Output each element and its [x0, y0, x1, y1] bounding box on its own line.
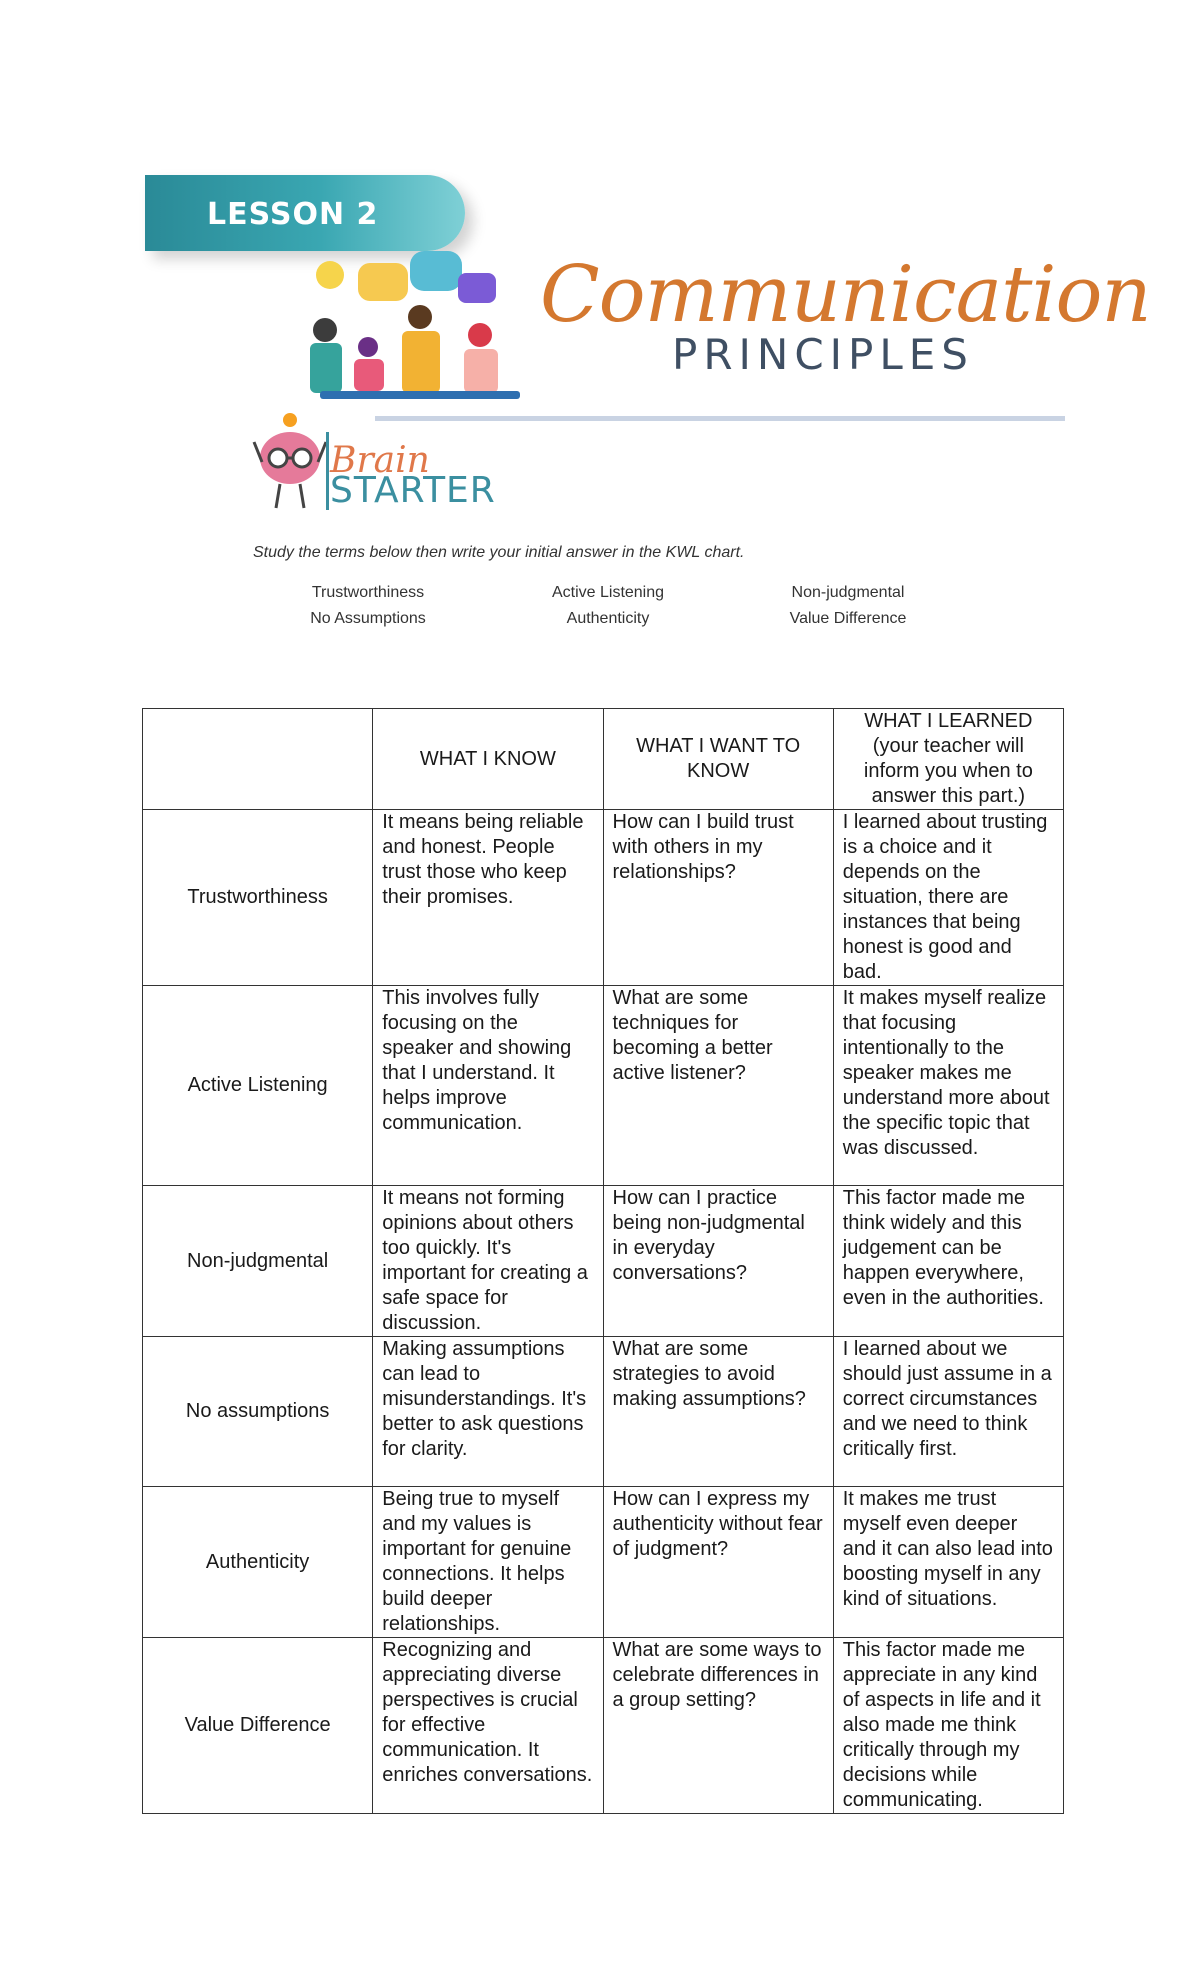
- learned-cell: I learned about we should just assume in a correct circumstances and we need to think critically first.: [833, 1337, 1063, 1487]
- table-header-row: [143, 709, 1064, 810]
- header-cell-empty: [143, 709, 373, 810]
- table-row: [143, 1638, 1064, 1814]
- people-communicating-illustration: [290, 245, 550, 405]
- term-item: Non-judgmental: [791, 584, 905, 601]
- want-cell: What are some techniques for becoming a better active listener?: [603, 986, 833, 1186]
- table-row: [143, 810, 1064, 986]
- know-cell: Being true to myself and my values is important for genuine connections. It helps build deeper relationships.: [373, 1487, 603, 1638]
- term-item: Value Difference: [789, 610, 907, 627]
- want-cell: How can I build trust with others in my relationships?: [603, 810, 833, 986]
- know-cell: Recognizing and appreciating diverse perspectives is crucial for effective communication. It enriches conversations.: [373, 1638, 603, 1814]
- term-cell: Non-judgmental: [143, 1186, 373, 1337]
- title-principles: PRINCIPLES: [672, 330, 974, 379]
- brand-starter: STARTER: [330, 470, 496, 511]
- term-cell: Trustworthiness: [143, 810, 373, 986]
- term-item: Trustworthiness: [311, 584, 425, 601]
- term-item: Authenticity: [566, 610, 650, 627]
- brand-divider: [326, 432, 329, 510]
- table-row: [143, 1487, 1064, 1638]
- term-cell: Value Difference: [143, 1638, 373, 1814]
- want-cell: How can I express my authenticity without fear of judgment?: [603, 1487, 833, 1638]
- term-cell: Active Listening: [143, 986, 373, 1186]
- learned-cell: This factor made me appreciate in any kind of aspects in life and it also made me think critically through my decisions while communicating.: [833, 1638, 1063, 1814]
- table-row: [143, 986, 1064, 1186]
- learned-cell: I learned about trusting is a choice and it depends on the situation, there are instances that being honest is good and bad.: [833, 810, 1063, 986]
- title-divider: [375, 416, 1065, 421]
- header-cell-want: WHAT I WANT TO KNOW: [603, 709, 833, 810]
- know-cell: Making assumptions can lead to misunderstandings. It's better to ask questions for clarity.: [373, 1337, 603, 1487]
- brain-mascot-icon: [252, 412, 332, 512]
- kwl-chart: [142, 708, 1064, 1814]
- lesson-label: LESSON 2: [207, 197, 379, 232]
- want-cell: What are some strategies to avoid making assumptions?: [603, 1337, 833, 1487]
- learned-cell: This factor made me think widely and this judgement can be happen everywhere, even in the authorities.: [833, 1186, 1063, 1337]
- instruction-text: Study the terms below then write your initial answer in the KWL chart.: [253, 544, 745, 561]
- term-cell: Authenticity: [143, 1487, 373, 1638]
- header-cell-know: WHAT I KNOW: [373, 709, 603, 810]
- know-cell: It means being reliable and honest. People trust those who keep their promises.: [373, 810, 603, 986]
- lesson-banner: [145, 175, 465, 251]
- know-cell: This involves fully focusing on the speaker and showing that I understand. It helps improve communication.: [373, 986, 603, 1186]
- term-cell: No assumptions: [143, 1337, 373, 1487]
- header-cell-learned: WHAT I LEARNED (your teacher will inform you when to answer this part.): [833, 709, 1063, 810]
- title-script: Communication: [540, 250, 1151, 340]
- want-cell: What are some ways to celebrate differences in a group setting?: [603, 1638, 833, 1814]
- learned-cell: It makes me trust myself even deeper and it can also lead into boosting myself in any kind of situations.: [833, 1487, 1063, 1638]
- term-item: Active Listening: [551, 584, 665, 601]
- know-cell: It means not forming opinions about others too quickly. It's important for creating a safe space for discussion.: [373, 1186, 603, 1337]
- term-item: No Assumptions: [310, 610, 426, 627]
- table-row: [143, 1337, 1064, 1487]
- want-cell: How can I practice being non-judgmental in everyday conversations?: [603, 1186, 833, 1337]
- brand-brain: Brain: [330, 440, 430, 481]
- table-row: [143, 1186, 1064, 1337]
- learned-cell: It makes myself realize that focusing intentionally to the speaker makes me understand more about the specific topic that was discussed.: [833, 986, 1063, 1186]
